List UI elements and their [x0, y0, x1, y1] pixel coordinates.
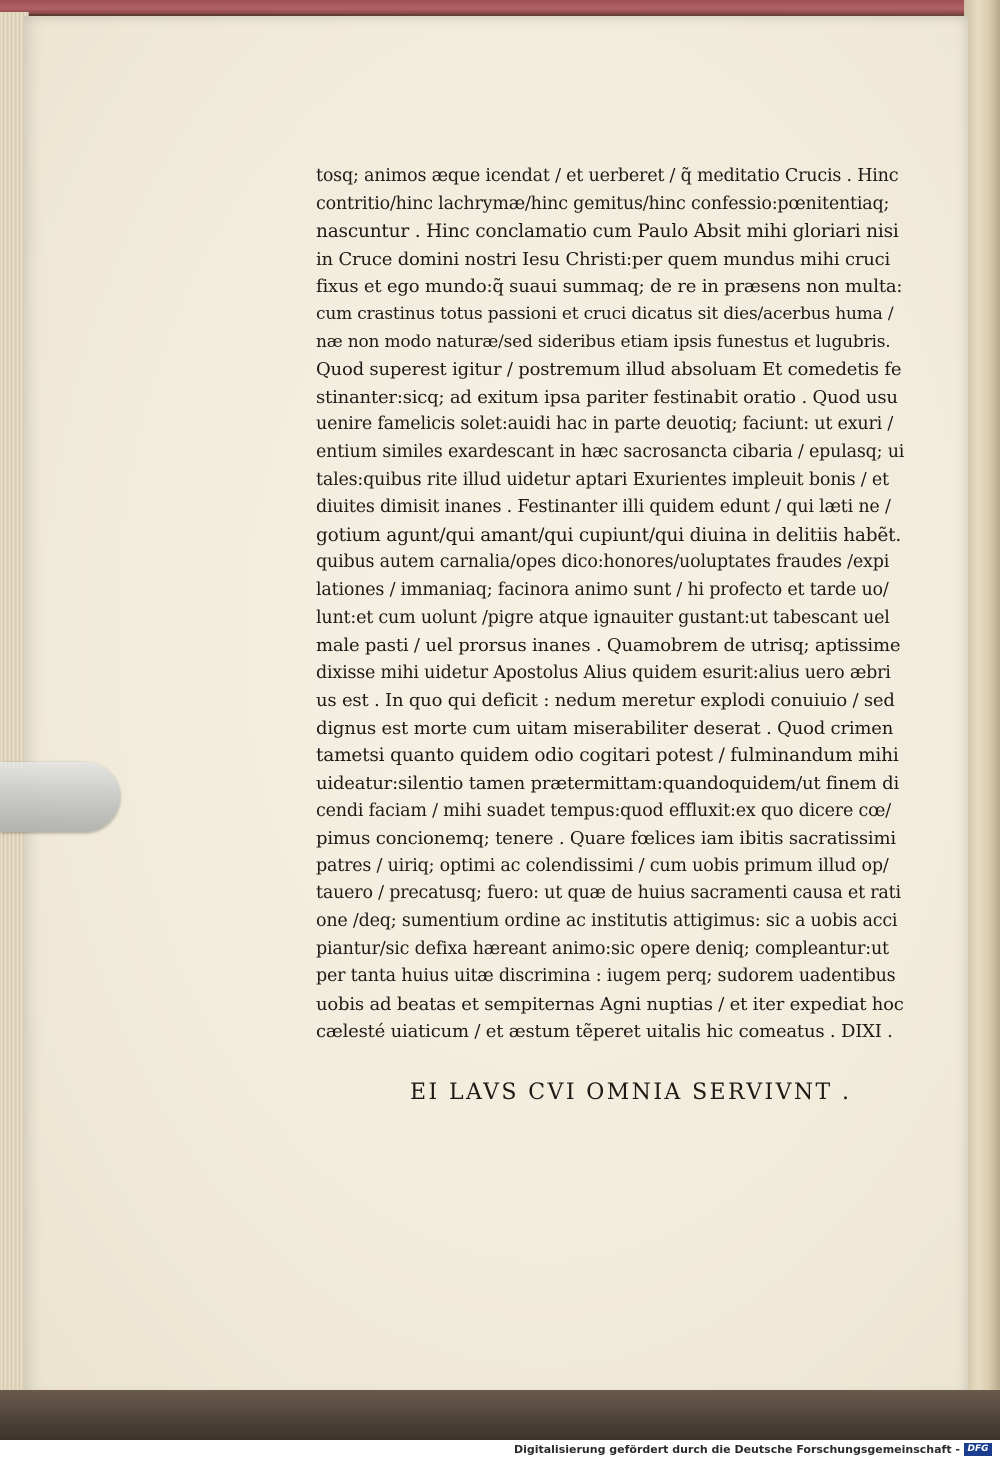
book-cover-edge: [0, 0, 1000, 14]
text-line: lationes / immaniaq; facinora animo sunt / hi profecto et tarde uo/: [316, 579, 889, 600]
text-line: one /deq; sumentium ordine ac institutis attigimus: sic a uobis acci: [316, 911, 898, 932]
text-line: entium similes exardescant in hæc sacrosancta cibaria / epulasq; ui: [316, 441, 905, 462]
text-line: uenire famelicis solet:auidi hac in parte deuotiq; faciunt: ut exuri /: [316, 414, 894, 435]
text-line: cendi faciam / mihi suadet tempus:quod effluxit:ex quo dicere cœ/: [316, 800, 891, 821]
text-line: fixus et ego mundo:q̃ suaui summaq; de re in præsens non multa:: [316, 276, 903, 298]
text-line: contritio/hinc lachrymæ/hinc gemitus/hinc confessio:pœnitentiaq;: [316, 193, 890, 214]
closing-line: EI LAVS CVI OMNIA SERVIVNT .: [410, 1080, 852, 1105]
text-line: cælesté uiaticum / et æstum tẽperet uitalis hic comeatus . DIXI .: [316, 1021, 893, 1043]
page-text: [316, 163, 904, 1046]
text-line: tales:quibus rite illud uidetur aptari Exurientes impleuit bonis / et: [316, 469, 889, 490]
text-line: stinanter:sicq; ad exitum ipsa pariter festinabit oratio . Quod usu: [316, 386, 898, 408]
footer-bar: [0, 1440, 1000, 1460]
text-line: diuites dimisit inanes . Festinanter illi quidem edunt / qui læti ne /: [316, 497, 891, 518]
text-line: quibus autem carnalia/opes dico:honores/uoluptates fraudes /expi: [316, 552, 890, 573]
text-line: tauero / precatusq; fuero: ut quæ de huius sacramenti causa et rati: [316, 883, 901, 904]
text-line: tosq; animos æque icendat / et uerberet / q̃ meditatio Crucis . Hinc: [316, 166, 899, 186]
text-line: us est . In quo qui deficit : nedum meretur explodi conuiuio / sed: [316, 690, 895, 712]
text-line: cum crastinus totus passioni et cruci dicatus sit dies/acerbus huma /: [316, 303, 894, 324]
text-line: male pasti / uel prorsus inanes . Quamobrem de utrisq; aptissime: [316, 635, 901, 657]
text-line: pimus concionemq; tenere . Quare fœlices iam ibitis sacratissimi: [316, 828, 896, 850]
text-line: lunt:et cum uolunt /pigre atque ignauiter gustant:ut tabescant uel: [316, 607, 890, 628]
text-line: tametsi quanto quidem odio cogitari potest / fulminandum mihi: [316, 745, 899, 767]
page-edge-right: [964, 0, 1000, 1390]
text-line: uideatur:silentio tamen prætermittam:quandoquidem/ut finem di: [316, 773, 900, 795]
bottom-shadow: [0, 1390, 1000, 1440]
text-line: uobis ad beatas et sempiternas Agni nuptias / et iter expediat hoc: [316, 993, 904, 1015]
text-line: Quod superest igitur / postremum illud absoluam Et comedetis fe: [316, 359, 902, 381]
text-line: dignus est morte cum uitam miserabiliter deserat . Quod crimen: [316, 717, 894, 739]
text-line: dixisse mihi uidetur Apostolus Alius quidem esurit:alius uero æbri: [316, 662, 891, 683]
bookmark-strip: [0, 762, 120, 832]
dfg-logo: DFG: [964, 1443, 992, 1456]
text-line: per tanta huius uitæ discrimina : iugem perq; sudorem uadentibus: [316, 966, 896, 987]
text-line: patres / uiriq; optimi ac colendissimi / cum uobis primum illud op/: [316, 855, 889, 876]
text-line: nascuntur . Hinc conclamatio cum Paulo Absit mihi gloriari nisi: [316, 221, 899, 243]
funding-credit: Digitalisierung gefördert durch die Deutsche Forschungsgemeinschaft -: [513, 1443, 960, 1456]
text-line: in Cruce domini nostri Iesu Christi:per quem mundus mihi cruci: [316, 248, 891, 270]
text-line: piantur/sic defixa hæreant animo:sic opere deniq; compleantur:ut: [316, 938, 889, 959]
text-line: næ non modo naturæ/sed sideribus etiam ipsis funestus et lugubris.: [316, 331, 891, 352]
text-line: gotium agunt/qui amant/qui cupiunt/qui diuina in delitiis habẽt.: [316, 524, 902, 546]
